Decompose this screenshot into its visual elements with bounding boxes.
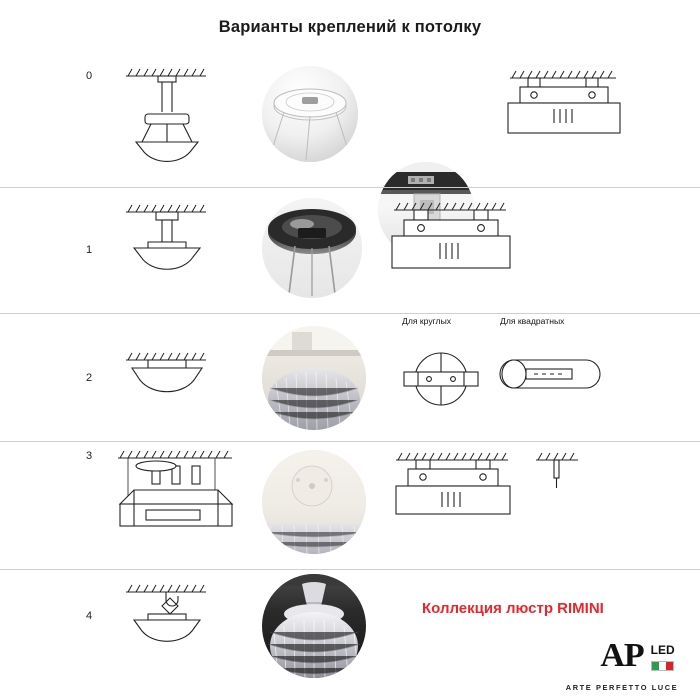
photo-crystal-chandelier bbox=[262, 574, 366, 678]
logo-mark bbox=[600, 636, 675, 674]
label-for-square: Для квадратных bbox=[500, 316, 565, 326]
diagram-mounting-plate-1 bbox=[380, 198, 520, 298]
diagram-flush-dome bbox=[118, 348, 228, 418]
row-number: 3 bbox=[86, 450, 93, 462]
logo-led-text: LED bbox=[650, 642, 675, 657]
diagram-mounting-plate-3 bbox=[382, 448, 522, 540]
page-title: Варианты креплений к потолку bbox=[218, 18, 482, 36]
table-row bbox=[0, 313, 700, 441]
table-row bbox=[0, 441, 700, 569]
row-number: 1 bbox=[86, 244, 93, 256]
table-row bbox=[0, 52, 700, 187]
diagram-screw-anchor bbox=[532, 448, 582, 508]
italy-flag-icon bbox=[651, 661, 674, 671]
diagram-rect-suspended bbox=[110, 446, 240, 556]
photo-round-canopy bbox=[262, 66, 358, 162]
diagram-semi-flush-bowl bbox=[118, 202, 228, 302]
logo-mark-text: AP bbox=[600, 636, 644, 674]
photo-chrome-canopy bbox=[262, 198, 362, 298]
brand-logo bbox=[556, 636, 688, 692]
label-for-round: Для круглых bbox=[402, 316, 452, 326]
diagram-square-bracket bbox=[496, 352, 604, 404]
table-row bbox=[0, 187, 700, 313]
mounting-options-table bbox=[0, 52, 700, 689]
diagram-round-bracket bbox=[398, 336, 484, 422]
photo-ceiling-plate bbox=[262, 450, 366, 554]
row-number: 4 bbox=[86, 610, 93, 622]
diagram-pendant-bowl bbox=[118, 66, 228, 176]
collection-title: Коллекция люстр RIMINI bbox=[422, 600, 604, 617]
diagram-mounting-plate-0 bbox=[498, 66, 628, 166]
photo-crystal-flush bbox=[262, 326, 366, 430]
row-number: 2 bbox=[86, 372, 93, 384]
row-number: 0 bbox=[86, 70, 93, 82]
logo-tagline: ARTE PERFETTO LUCE bbox=[565, 683, 679, 692]
diagram-hook-mount bbox=[118, 580, 228, 666]
